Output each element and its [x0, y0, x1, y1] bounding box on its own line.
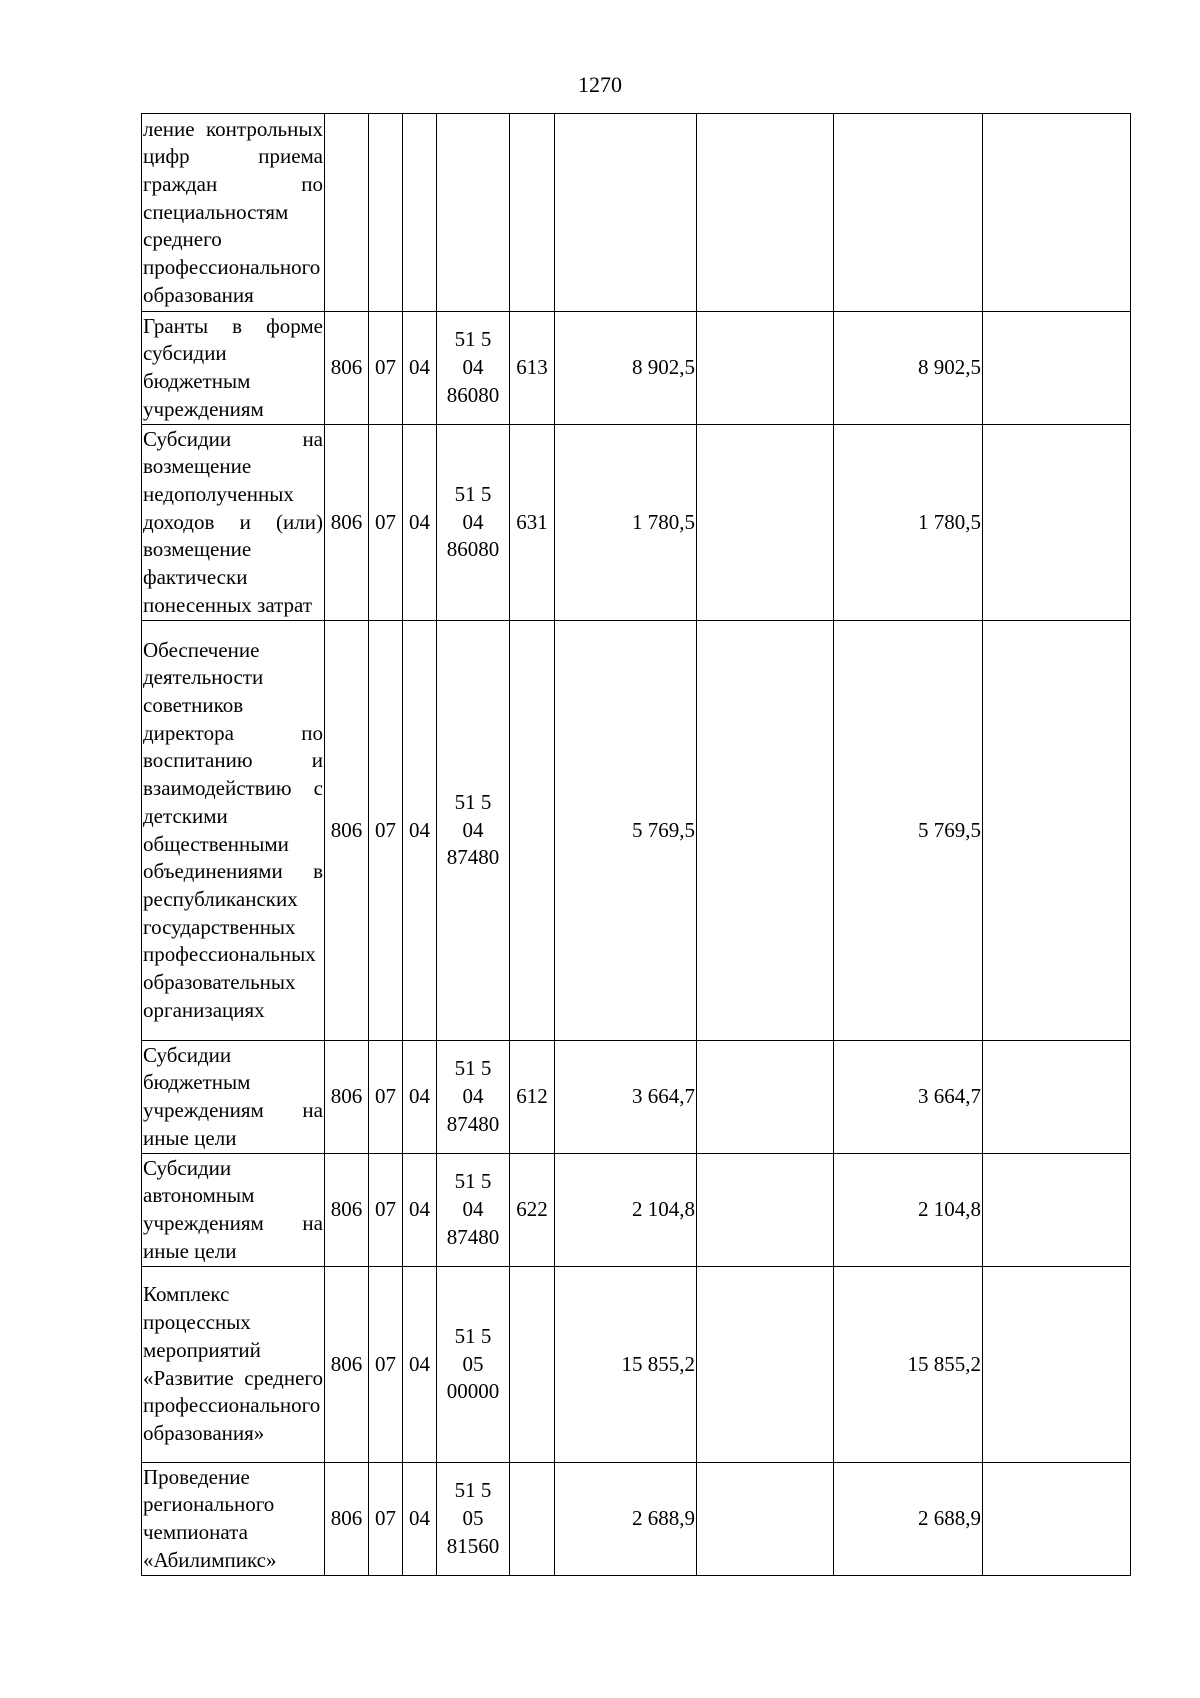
- federal-amount-cell: [697, 425, 834, 621]
- section-code-cell: 07: [369, 425, 403, 621]
- target-article-part: 87480: [446, 1111, 500, 1136]
- federal-amount-cell: [697, 1267, 834, 1463]
- table-body: [142, 114, 1131, 1576]
- expense-type-cell: 612: [510, 1041, 555, 1154]
- other-amount-cell: [983, 114, 1131, 312]
- table-row: [142, 1041, 1131, 1154]
- page-number: 1270: [578, 72, 622, 97]
- section-code-cell: [369, 114, 403, 312]
- subsection-code-cell: 04: [403, 1463, 437, 1576]
- target-article-part: 04: [462, 1084, 484, 1109]
- row-name-cell: Обеспечение деятельности советников директора по воспитанию и взаимодействию с детскими общественными объединениями в республиканских государственных профессиональных образовательных организациях: [142, 621, 325, 1041]
- section-code-cell: 07: [369, 1463, 403, 1576]
- target-article-cell: [437, 114, 510, 312]
- target-article-cell: [437, 1267, 510, 1463]
- ministry-code-cell: 806: [325, 621, 369, 1041]
- section-code-cell: 07: [369, 1154, 403, 1267]
- target-article-cell: [437, 1463, 510, 1576]
- ministry-code-cell: 806: [325, 1463, 369, 1576]
- table-row: [142, 1154, 1131, 1267]
- subsection-code-cell: [403, 114, 437, 312]
- ministry-code-cell: 806: [325, 1154, 369, 1267]
- target-article-part: 81560: [446, 1533, 500, 1558]
- subsection-code-cell: 04: [403, 1041, 437, 1154]
- amount-cell: 2 688,9: [555, 1463, 697, 1576]
- republic-amount-cell: 1 780,5: [834, 425, 983, 621]
- other-amount-cell: [983, 1267, 1131, 1463]
- other-amount-cell: [983, 1463, 1131, 1576]
- target-article-part: 51 5: [454, 1478, 492, 1503]
- table-row: [142, 621, 1131, 1041]
- table-row: [142, 1267, 1131, 1463]
- expense-type-cell: 631: [510, 425, 555, 621]
- expense-type-cell: [510, 1463, 555, 1576]
- target-article-part: 51 5: [454, 1169, 492, 1194]
- row-name-cell: Комплекс процессных мероприятий «Развитие среднего профессионального образования»: [142, 1267, 325, 1463]
- other-amount-cell: [983, 1154, 1131, 1267]
- republic-amount-cell: 15 855,2: [834, 1267, 983, 1463]
- target-article-part: 51 5: [454, 1323, 492, 1348]
- federal-amount-cell: [697, 621, 834, 1041]
- federal-amount-cell: [697, 1154, 834, 1267]
- republic-amount-cell: [834, 114, 983, 312]
- target-article-part: 00000: [446, 1379, 500, 1404]
- expense-type-cell: [510, 114, 555, 312]
- target-article-part: 05: [462, 1506, 484, 1531]
- ministry-code-cell: [325, 114, 369, 312]
- republic-amount-cell: 5 769,5: [834, 621, 983, 1041]
- target-article-part: 87480: [446, 845, 500, 870]
- expense-type-cell: 613: [510, 312, 555, 425]
- federal-amount-cell: [697, 1041, 834, 1154]
- expense-type-cell: 622: [510, 1154, 555, 1267]
- expense-type-cell: [510, 1267, 555, 1463]
- other-amount-cell: [983, 425, 1131, 621]
- target-article-part: 51 5: [454, 789, 492, 814]
- republic-amount-cell: 2 104,8: [834, 1154, 983, 1267]
- republic-amount-cell: 8 902,5: [834, 312, 983, 425]
- expense-type-cell: [510, 621, 555, 1041]
- ministry-code-cell: 806: [325, 312, 369, 425]
- target-article-part: 86080: [446, 537, 500, 562]
- amount-cell: 8 902,5: [555, 312, 697, 425]
- row-name-cell: Субсидии автономным учреждениям на иные цели: [142, 1154, 325, 1267]
- target-article-part: 86080: [446, 382, 500, 407]
- row-name-cell: Субсидии бюджетным учреждениям на иные цели: [142, 1041, 325, 1154]
- table-row: [142, 312, 1131, 425]
- amount-cell: 1 780,5: [555, 425, 697, 621]
- target-article-cell: [437, 425, 510, 621]
- other-amount-cell: [983, 1041, 1131, 1154]
- target-article-part: 04: [462, 1197, 484, 1222]
- federal-amount-cell: [697, 312, 834, 425]
- republic-amount-cell: 3 664,7: [834, 1041, 983, 1154]
- subsection-code-cell: 04: [403, 312, 437, 425]
- amount-cell: 15 855,2: [555, 1267, 697, 1463]
- amount-cell: 5 769,5: [555, 621, 697, 1041]
- federal-amount-cell: [697, 114, 834, 312]
- amount-cell: 2 104,8: [555, 1154, 697, 1267]
- table-row: [142, 1463, 1131, 1576]
- target-article-cell: [437, 312, 510, 425]
- section-code-cell: 07: [369, 1267, 403, 1463]
- subsection-code-cell: 04: [403, 1154, 437, 1267]
- target-article-part: 87480: [446, 1224, 500, 1249]
- subsection-code-cell: 04: [403, 425, 437, 621]
- table-row: [142, 425, 1131, 621]
- target-article-part: 51 5: [454, 1056, 492, 1081]
- republic-amount-cell: 2 688,9: [834, 1463, 983, 1576]
- amount-cell: [555, 114, 697, 312]
- target-article-part: 04: [462, 509, 484, 534]
- ministry-code-cell: 806: [325, 1267, 369, 1463]
- target-article-part: 51 5: [454, 327, 492, 352]
- row-name-cell: ление контрольных цифр приема граждан по специальностям среднего профессионального образования: [142, 114, 325, 312]
- target-article-part: 05: [462, 1351, 484, 1376]
- subsection-code-cell: 04: [403, 621, 437, 1041]
- federal-amount-cell: [697, 1463, 834, 1576]
- target-article-cell: [437, 621, 510, 1041]
- budget-table: [141, 113, 1131, 1576]
- row-name-cell: Субсидии на возмещение недополученных доходов и (или) возмещение фактически понесенных затрат: [142, 425, 325, 621]
- subsection-code-cell: 04: [403, 1267, 437, 1463]
- row-name-cell: Проведение регионального чемпионата «Абилимпикс»: [142, 1463, 325, 1576]
- table-row: [142, 114, 1131, 312]
- amount-cell: 3 664,7: [555, 1041, 697, 1154]
- target-article-part: 04: [462, 355, 484, 380]
- ministry-code-cell: 806: [325, 425, 369, 621]
- target-article-cell: [437, 1154, 510, 1267]
- other-amount-cell: [983, 312, 1131, 425]
- ministry-code-cell: 806: [325, 1041, 369, 1154]
- section-code-cell: 07: [369, 312, 403, 425]
- row-name-cell: Гранты в форме субсидии бюджетным учреждениям: [142, 312, 325, 425]
- section-code-cell: 07: [369, 621, 403, 1041]
- section-code-cell: 07: [369, 1041, 403, 1154]
- target-article-part: 04: [462, 817, 484, 842]
- target-article-part: 51 5: [454, 481, 492, 506]
- other-amount-cell: [983, 621, 1131, 1041]
- target-article-cell: [437, 1041, 510, 1154]
